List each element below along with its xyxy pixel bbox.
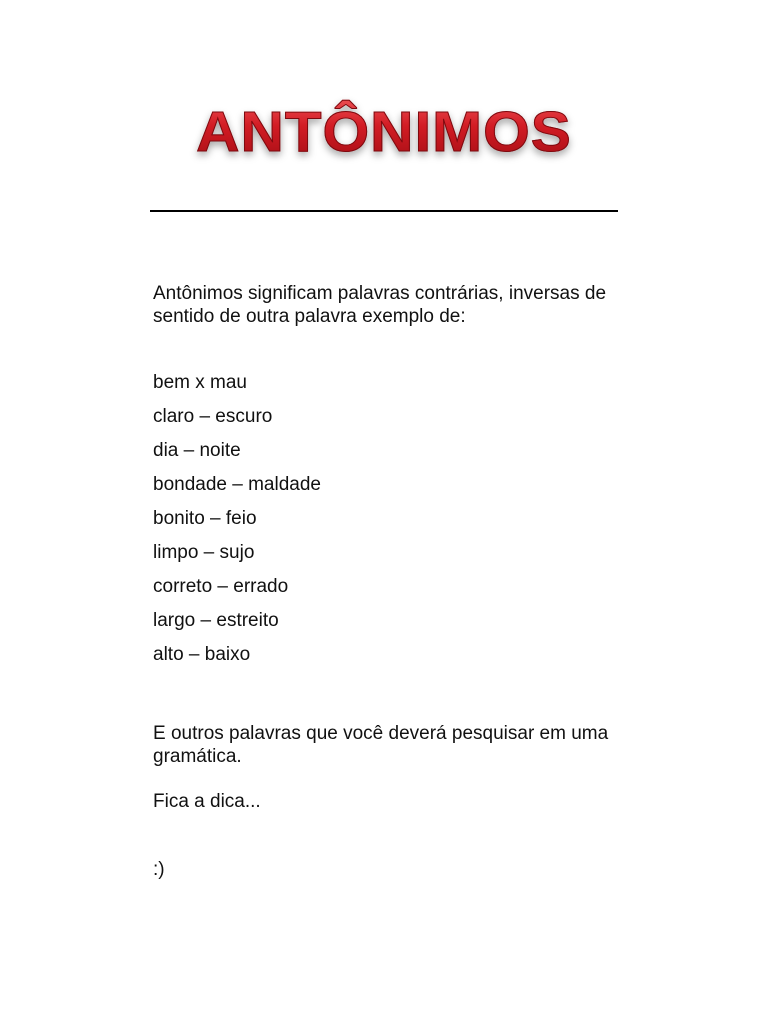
list-item: bondade – maldade: [153, 474, 321, 495]
list-item: dia – noite: [153, 440, 241, 461]
list-item: largo – estreito: [153, 610, 279, 631]
list-item: bonito – feio: [153, 508, 257, 529]
list-item: limpo – sujo: [153, 542, 255, 563]
list-item: bem x mau: [153, 372, 247, 393]
antonym-list: [153, 371, 321, 677]
outro-paragraph: E outros palavras que você deverá pesquisar em uma gramática.: [153, 723, 609, 767]
list-item: claro – escuro: [153, 406, 273, 427]
list-item: alto – baixo: [153, 644, 251, 665]
intro-paragraph: Antônimos significam palavras contrárias, inversas de sentido de outra palavra exemplo de:: [153, 283, 607, 327]
tip-text: Fica a dica...: [153, 791, 261, 812]
divider-line: [150, 210, 618, 212]
emoticon-text: :): [153, 859, 165, 880]
title-banner: [150, 92, 618, 172]
page-title: ANTÔNIMOS: [196, 94, 572, 170]
list-item: correto – errado: [153, 576, 289, 597]
